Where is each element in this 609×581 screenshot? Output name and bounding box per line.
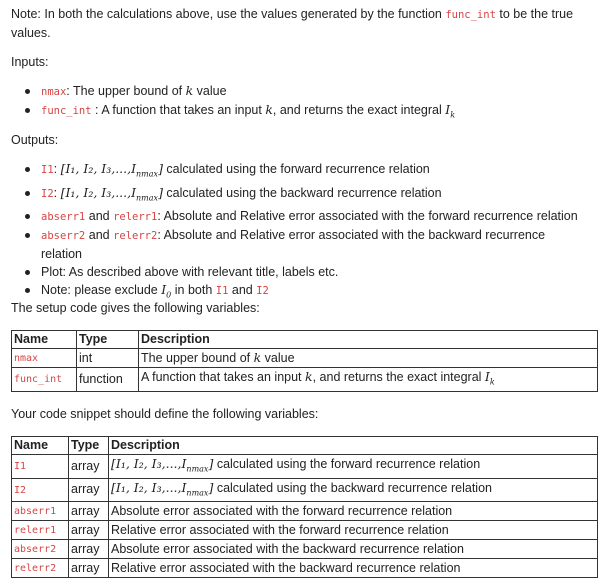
math-var: k (185, 83, 194, 98)
cell-type: array (69, 521, 109, 540)
var-name: I2 (14, 484, 27, 496)
item-text: and (85, 209, 114, 223)
list-item (11, 184, 601, 208)
math-symbol: [I₁, I₂, I₃,...,I (111, 479, 187, 495)
output-code: I2 (256, 285, 269, 297)
var-name: abserr2 (14, 544, 57, 555)
cell-name (12, 502, 69, 521)
note-paragraph (11, 5, 601, 42)
math-symbol: [I₁, I₂, I₃,...,I (111, 456, 187, 471)
table-row (12, 455, 598, 479)
cell-description (139, 349, 598, 368)
item-text: Note: please exclude (41, 283, 162, 297)
separator: : (91, 103, 102, 117)
table-row (12, 521, 598, 540)
bullet-icon (25, 191, 30, 196)
column-header: Name (12, 437, 69, 455)
output-code: I1 (215, 285, 229, 297)
note-prefix: Note: In both the calculations above, use the values generated by the function (11, 7, 446, 21)
math-subscript: nmax (136, 193, 159, 202)
list-item (11, 160, 601, 184)
table-row (12, 368, 598, 392)
input-code: nmax (41, 86, 67, 98)
cell-text: The upper bound of (141, 351, 254, 365)
var-name: nmax (14, 353, 39, 364)
cell-type: function (77, 368, 139, 392)
output-code: relerr2 (113, 230, 158, 242)
item-text: A function that takes an input (101, 103, 266, 117)
table-row (12, 502, 598, 521)
item-text: calculated using the forward recurrence relation (162, 162, 430, 176)
math-symbol: I (445, 102, 451, 117)
item-text: relation (41, 247, 82, 261)
cell-text: , and returns the exact integral (312, 370, 485, 384)
math-symbol: I (161, 282, 167, 297)
cell-type: array (69, 455, 109, 479)
note-func-code: func_int (445, 9, 496, 21)
item-text: : Absolute and Relative error associated with the forward recurrence relation (157, 209, 578, 223)
cell-text: calculated using the backward recurrence relation (213, 480, 492, 495)
cell-description: Relative error associated with the forward recurrence relation (109, 521, 598, 540)
var-name: relerr1 (14, 525, 57, 536)
cell-description: Relative error associated with the backward recurrence relation (109, 559, 598, 578)
list-item (11, 82, 455, 101)
output-code: abserr2 (41, 230, 86, 242)
cell-type: int (77, 349, 139, 368)
cell-type: array (69, 540, 109, 559)
column-header: Type (69, 437, 109, 455)
outputs-list (11, 160, 601, 305)
bullet-icon (25, 270, 30, 275)
math-vector (111, 480, 213, 495)
table-row (12, 478, 598, 502)
item-text: calculated using the backward recurrence relation (162, 185, 442, 200)
output-code: I1 (41, 164, 54, 176)
table-row (12, 540, 598, 559)
cell-type: array (69, 478, 109, 502)
math-symbol: [I₁, I₂, I₃,...,I (60, 161, 137, 176)
math-subscript: k (450, 110, 456, 120)
bullet-icon (25, 108, 30, 113)
bullet-icon (25, 214, 30, 219)
cell-name (12, 521, 69, 540)
item-text: and (85, 228, 114, 242)
cell-text: calculated using the forward recurrence relation (213, 457, 481, 471)
input-code: func_int (41, 105, 92, 117)
list-item (11, 226, 601, 263)
list-item (11, 207, 601, 226)
column-header: Description (139, 331, 598, 349)
table-header-row (12, 437, 598, 455)
separator: : (53, 185, 61, 200)
bullet-icon (25, 89, 30, 94)
item-text: Plot: As described above with relevant title, labels etc. (41, 265, 339, 279)
math-vector (61, 185, 163, 200)
list-item (11, 101, 455, 125)
math-symbol: ] (158, 184, 163, 200)
math-var (484, 369, 495, 387)
var-name: relerr2 (14, 563, 57, 574)
math-symbol: ] (158, 161, 163, 176)
snippet-table (11, 436, 598, 578)
setup-intro: The setup code gives the following variables: (11, 301, 260, 315)
inputs-heading: Inputs: (11, 55, 49, 69)
column-header: Type (77, 331, 139, 349)
math-subscript: k (489, 377, 495, 387)
output-code: abserr1 (41, 211, 86, 223)
math-subscript: nmax (186, 488, 209, 497)
item-text: , and returns the exact integral (272, 103, 446, 117)
math-symbol: I (484, 369, 490, 384)
item-text: : Absolute and Relative error associated with the backward recurrence (157, 228, 546, 242)
separator: : (53, 162, 61, 176)
math-vector (60, 161, 163, 179)
cell-text: value (261, 351, 295, 365)
cell-name (12, 559, 69, 578)
bullet-icon (25, 288, 30, 293)
cell-description: Absolute error associated with the backward recurrence relation (109, 540, 598, 559)
separator: : (66, 84, 74, 98)
cell-name (12, 478, 69, 502)
output-code: relerr1 (113, 211, 158, 223)
cell-description (139, 368, 598, 392)
cell-description: Absolute error associated with the forward recurrence relation (109, 502, 598, 521)
cell-name (12, 349, 77, 368)
cell-name (12, 368, 77, 392)
item-text: in both (171, 283, 216, 297)
inputs-list (11, 82, 455, 125)
math-symbol: ] (208, 479, 214, 495)
item-text: The upper bound of (73, 84, 186, 98)
cell-description (109, 478, 598, 502)
cell-name (12, 540, 69, 559)
math-var (445, 102, 456, 120)
math-var: k (305, 369, 313, 384)
var-name: I1 (14, 461, 27, 473)
setup-table (11, 330, 598, 392)
item-text: and (228, 283, 257, 297)
cell-text: A function that takes an input (141, 370, 306, 384)
column-header: Description (109, 437, 598, 455)
cell-type: array (69, 502, 109, 521)
bullet-icon (25, 233, 30, 238)
outputs-heading: Outputs: (11, 133, 59, 147)
var-name: abserr1 (14, 506, 57, 517)
math-var: k (253, 350, 262, 365)
table-row (12, 349, 598, 368)
math-subscript: nmax (136, 169, 159, 179)
math-subscript: nmax (186, 464, 209, 474)
bullet-icon (25, 167, 30, 172)
output-code: I2 (41, 187, 54, 200)
math-symbol: ] (208, 456, 214, 471)
math-var (161, 282, 172, 300)
math-subscript: 0 (166, 290, 172, 300)
math-vector (111, 456, 214, 474)
table-row (12, 559, 598, 578)
cell-description (109, 455, 598, 479)
cell-name (12, 455, 69, 479)
note-suffix: to be the true values. (11, 7, 574, 40)
math-var: k (265, 102, 273, 117)
cell-type: array (69, 559, 109, 578)
table-header-row (12, 331, 598, 349)
column-header: Name (12, 331, 77, 349)
item-text: value (193, 84, 227, 98)
var-name: func_int (14, 374, 63, 386)
snippet-intro: Your code snippet should define the following variables: (11, 407, 319, 421)
list-item (11, 263, 601, 281)
math-symbol: [I₁, I₂, I₃,...,I (60, 184, 137, 200)
